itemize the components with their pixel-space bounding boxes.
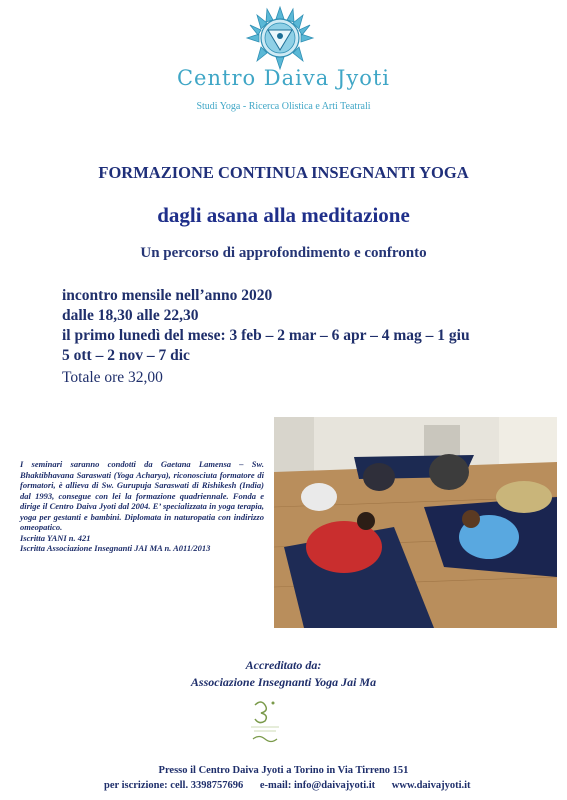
footer-contact (104, 780, 485, 791)
schedule-hours: dalle 18,30 alle 22,30 (62, 307, 199, 324)
page-title: FORMAZIONE CONTINUA INSEGNANTI YOGA (98, 163, 469, 182)
bio-jaima: Iscritta Associazione Insegnanti JAI MA n. A011/2013 (20, 543, 211, 553)
bio-text: I seminari saranno condotti da Gaetana Lamensa – Sw. Bhaktibhavana Saraswati (Yoga Acharya), riconosciuta formatore di formatori, è allieva di Sw. Gurupuja Saraswati di Rishikesh (India) dal 1993, consegue con lei la formazione quadriennale. Fonda e dirige il Centro Daiva Jyoti dal 2004. E’ specializzata in yoga terapia, yoga per gestanti e bambini. Diplomata in naturopatia con indirizzo omeopatico. (20, 459, 264, 532)
schedule-frequency: incontro mensile nell’anno 2020 (62, 287, 273, 304)
footer-address: Presso il Centro Daiva Jyoti a Torino in Via Tirreno 151 (158, 765, 409, 776)
footer-email[interactable]: e-mail: info@daivajyoti.it (259, 780, 376, 791)
schedule-dates: il primo lunedì del mese: 3 feb – 2 mar – 6 apr – 4 mag – 1 giu (62, 327, 470, 344)
om-jai-ma-icon (245, 697, 285, 745)
schedule-dates-autumn: 5 ott – 2 nov – 7 dic (62, 347, 190, 364)
teacher-bio (20, 459, 264, 554)
lotus-chakra-icon (243, 5, 317, 71)
brand-name: Centro Daiva Jyoti (176, 66, 391, 90)
footer-website[interactable]: www.daivajyoti.it (391, 780, 471, 791)
footer-phone: per iscrizione: cell. 3398757696 (104, 780, 244, 791)
accreditation-org: Associazione Insegnanti Yoga Jai Ma (190, 675, 377, 689)
course-tagline: Un percorso di approfondimento e confronto (140, 245, 427, 261)
course-subtitle: dagli asana alla meditazione (157, 203, 410, 227)
bio-yani: Iscritta YANI n. 421 (20, 532, 91, 543)
brand-subtitle: Studi Yoga - Ricerca Olistica e Arti Teatrali (196, 101, 371, 112)
accreditation-label: Accreditato da: (245, 658, 322, 672)
total-hours: Totale ore 32,00 (62, 369, 163, 386)
yoga-class-photo (274, 417, 557, 628)
